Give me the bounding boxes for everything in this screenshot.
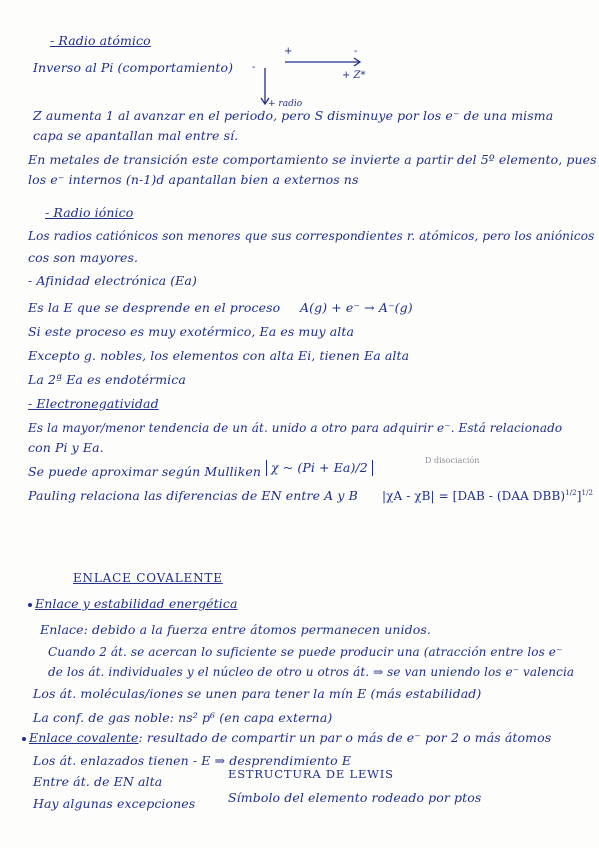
- diagram-minus-left: -: [252, 62, 256, 73]
- heading-electronegatividad: [28, 396, 159, 412]
- text-span: ns² p⁶ (en capa externa): [178, 710, 333, 725]
- heading-radio-atomico: - Radio atómico: [50, 33, 151, 48]
- mulliken-formula-box: [266, 460, 373, 476]
- text-line: Inverso al Pi (comportamiento): [33, 60, 234, 75]
- heading-text: Enlace y estabilidad energética: [35, 596, 238, 611]
- heading-afinidad-electronica: - Afinidad electrónica (Ea): [28, 273, 197, 288]
- trend-diagram: [240, 40, 380, 110]
- mulliken-formula: χ ~ (Pi + Ea)/2: [266, 460, 373, 476]
- heading-text: Enlace covalente: [29, 730, 139, 745]
- text-line: Símbolo del elemento rodeado por ptos: [228, 790, 482, 805]
- exponent: 1/2: [581, 489, 594, 497]
- lewis-heading: ESTRUCTURA DE LEWIS: [228, 767, 394, 781]
- text-line: [33, 710, 332, 726]
- text-line: En metales de transición este comportamiento se invierte a partir del 5º elemento, pues: [28, 152, 597, 167]
- reaction-equation: A(g) + e⁻ → A⁻(g): [300, 300, 413, 315]
- text-line: de los át. individuales y el núcleo de otro u otros át. ⇒ se van uniendo los e⁻ valencia: [48, 665, 575, 679]
- text-line: Pauling relaciona las diferencias de EN entre A y B: [28, 488, 358, 503]
- pauling-main: |χA - χB| = [DAB - (DAA DBB): [382, 489, 566, 503]
- bullet-icon: [22, 737, 26, 741]
- list-item: [22, 730, 551, 746]
- text-line: Es la mayor/menor tendencia de un át. unido a otro para adquirir e⁻. Está relacionado: [28, 421, 563, 435]
- text-line: capa se apantallan mal entre sí.: [33, 128, 239, 143]
- bracket: ]: [576, 489, 582, 503]
- text-line: con Pi y Ea.: [28, 440, 104, 455]
- list-item: [28, 596, 238, 612]
- disociacion-note: D disociación: [425, 456, 480, 465]
- heading-enlace-covalente: ENLACE COVALENTE: [73, 571, 223, 585]
- text-line: Si este proceso es muy exotérmico, Ea es muy alta: [28, 324, 355, 339]
- text-line: Enlace: debido a la fuerza entre átomos permanecen unidos.: [40, 622, 431, 637]
- text-line: Excepto g. nobles, los elementos con alta Ei, tienen Ea alta: [28, 348, 410, 363]
- text-line: Los radios catiónicos son menores que sus correspondientes r. atómicos, pero los aniónicos: [28, 229, 595, 243]
- pauling-formula: [382, 485, 593, 504]
- text-line: Se puede aproximar según Mulliken: [28, 464, 262, 479]
- heading-text: - Electronegatividad: [28, 396, 159, 411]
- exponent: 1/2: [565, 489, 577, 497]
- diagram-plus-z: + Z*: [342, 70, 366, 81]
- text-line: los e⁻ internos (n-1)d apantallan bien a externos ns: [28, 172, 359, 187]
- text-line: Hay algunas excepciones: [33, 796, 196, 811]
- text-line: Entre át. de EN alta: [33, 774, 163, 789]
- text-line: La 2ª Ea es endotérmica: [28, 372, 186, 387]
- diagram-plus-radio: + radio: [268, 99, 303, 109]
- text-span: : resultado de compartir un par o más de e⁻ por 2 o más átomos: [138, 730, 552, 745]
- heading-radio-ionico: - Radio iónico: [45, 205, 134, 220]
- text-line: Los át. enlazados tienen - E ⇒ desprendimiento E: [33, 753, 352, 768]
- text-line: cos son mayores.: [28, 250, 139, 265]
- diagram-minus-right: -: [354, 46, 358, 57]
- bullet-icon: [28, 603, 32, 607]
- text-line: Es la E que se desprende en el proceso: [28, 300, 281, 315]
- diagram-plus-top: +: [284, 46, 293, 57]
- text-line: Z aumenta 1 al avanzar en el periodo, pero S disminuye por los e⁻ de una misma: [33, 108, 554, 123]
- text-line: Cuando 2 át. se acercan lo suficiente se puede producir una (atracción entre los e⁻: [48, 645, 563, 659]
- text-line: Los át. moléculas/iones se unen para tener la mín E (más estabilidad): [33, 686, 482, 701]
- text-span: La conf. de gas noble:: [33, 710, 175, 725]
